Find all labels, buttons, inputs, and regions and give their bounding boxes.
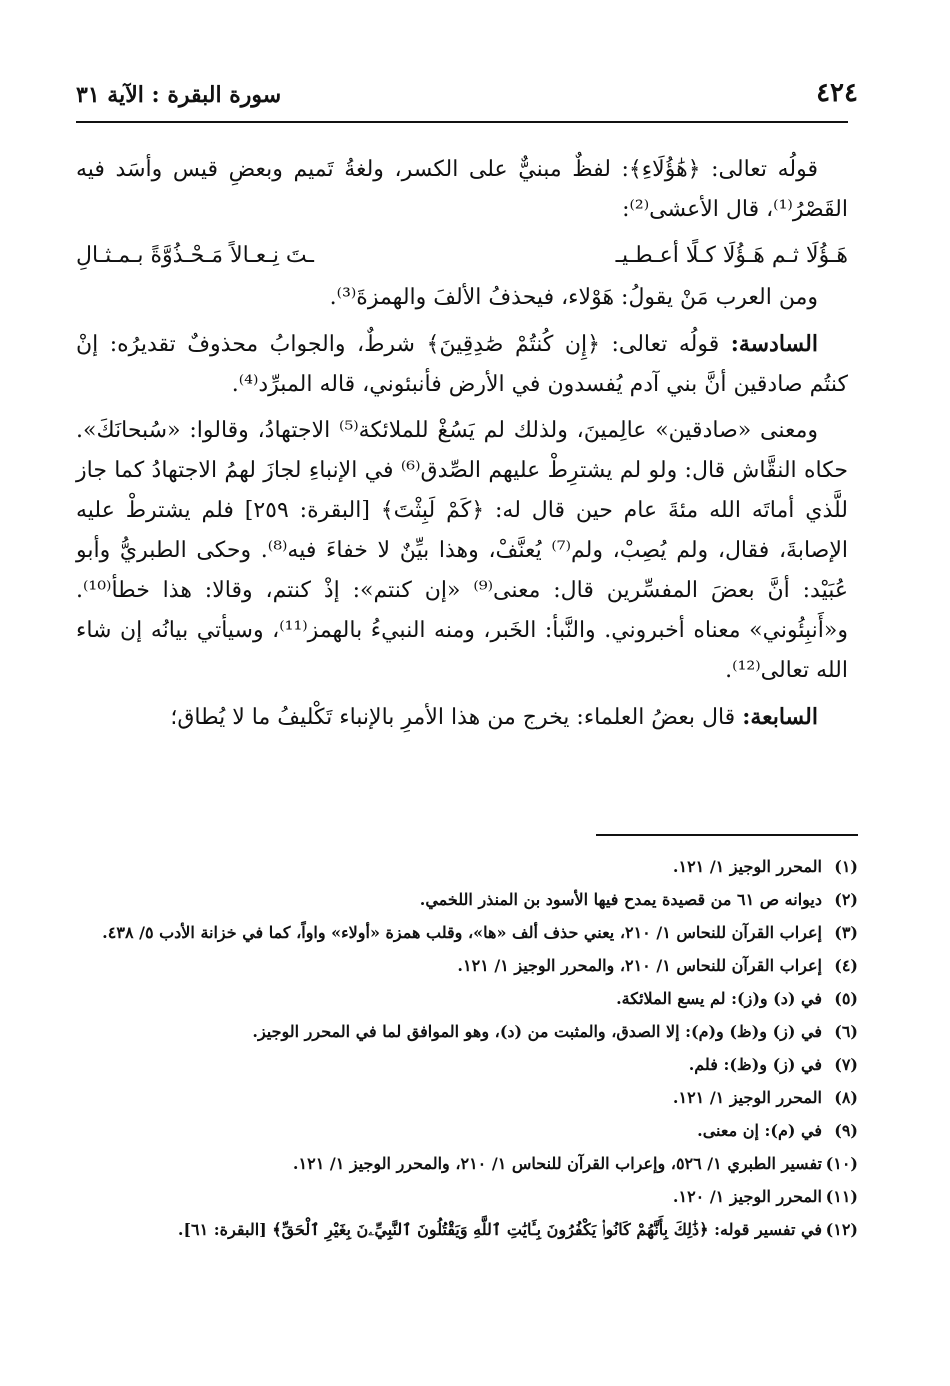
footnote-text: المحرر الوجيز ١/ ١٢٠. <box>672 1187 822 1206</box>
footnote-text: المحرر الوجيز ١/ ١٢١. <box>672 1088 822 1107</box>
paragraph-2: ومن العرب مَنْ يقولُ: هَوْلاء، فيحذفُ الألفَ والهمزةَ⁽³⁾. <box>329 285 818 310</box>
footnote <box>80 918 858 948</box>
footnote-text: في (ز) و(ظ): فلم. <box>688 1055 822 1074</box>
header-divider <box>76 121 848 123</box>
paragraph-4: ومعنى «صادقين» عالِمينَ، ولذلك لم يَسُغْ للملائكة⁽⁵⁾ الاجتهادُ، وقالوا: «سُبحانَكَ». حكاه النقَّاش قال: ولو لم يشترِطْ عليهم الصِّدق⁽⁶⁾ في الإنباءِ لجازَ لهمُ الاجتهادُ كما جاز للَّذي أماتَه الله مئةَ عام حين قال له: ﴿كَمْ لَبِثْتَ﴾ [البقرة: ٢٥٩] فلم يشترطْ عليه الإصابةَ، فقال، ولم يُصِبْ، ولم⁽⁷⁾ يُعنَّفْ، وهذا بيِّنٌ لا خفاءَ فيه⁽⁸⁾. وحكى الطبريُّ وأبو عُبَيْد: أنَّ بعضَ المفسِّرين قال: معنى⁽⁹⁾ «إن كنتم»: إذْ كنتم، وقالا: هذا خطأ⁽¹⁰⁾. و«أَنبِئُوني» معناه أخبروني. والنَّبأ: الخَبر، ومنه النبيءُ بالهمز⁽¹¹⁾، وسيأتي بيانُه إن شاء الله تعالى⁽¹²⁾. <box>76 418 849 683</box>
footnote-text: إعراب القرآن للنحاس ١/ ٢١٠، يعني حذف ألف «ها»، وقلب همزة «أولاء» واواً، كما في خزانة الأدب ٥/ ٤٣٨. <box>102 923 822 942</box>
footnote-text: ديوانه ص ٦١ من قصيدة يمدح فيها الأسود بن المنذر اللخمي. <box>419 890 822 909</box>
paragraph-3 <box>76 324 848 405</box>
footnote-number: (٧) <box>834 1055 858 1074</box>
footnote-number: (٣) <box>834 923 858 942</box>
footnote-number: (٦) <box>834 1022 858 1041</box>
footnote-number: (٢) <box>834 890 858 909</box>
footnote-text: في (ز) و(ظ) و(م): إلا الصدق، والمثبت من (د)، وهو الموافق لما في المحرر الوجيز. <box>252 1022 822 1041</box>
paragraph-5 <box>76 697 848 738</box>
footnote-number: (٩) <box>834 1121 858 1140</box>
footnote-text: في (د) و(ز): لم يسع الملائكة. <box>616 989 822 1008</box>
footnote-number: (١٢) <box>825 1220 858 1239</box>
footnote-divider <box>596 834 858 836</box>
footnote <box>80 1050 858 1080</box>
poetry-verse <box>76 236 848 276</box>
footnote-text: تفسير الطبري ١/ ٥٢٦، وإعراب القرآن للنحاس ١/ ٢١٠، والمحرر الوجيز ١/ ١٢١. <box>292 1154 822 1173</box>
footnote-number: (٨) <box>834 1088 858 1107</box>
section-lead-sixth: السادسة: <box>730 331 818 357</box>
running-title: سورة البقرة : الآية ٣١ <box>76 82 282 108</box>
footnote <box>80 951 858 981</box>
page-number: ٤٢٤ <box>816 78 858 108</box>
footnote <box>80 885 858 915</box>
paragraph-1: قولُه تعالى: ﴿هَٰؤُلَاءِ﴾: لفظٌ مبنيٌّ على الكسر، ولغةُ تَميم وبعضِ قيس وأسَد فيه القَصْرُ⁽¹⁾، قال الأعشى⁽²⁾: <box>76 157 848 222</box>
footnote-number: (١) <box>834 857 858 876</box>
footnote-number: (٤) <box>834 956 858 975</box>
page-header <box>76 78 858 122</box>
section-lead-seventh: السابعة: <box>742 704 818 730</box>
footnote-number: (١٠) <box>825 1154 858 1173</box>
footnote <box>80 1017 858 1047</box>
footnote-number: (٥) <box>834 989 858 1008</box>
paragraph-5-text: قال بعضُ العلماء: يخرج من هذا الأمرِ بالإنباء تَكْليفُ ما لا يُطاق؛ <box>170 705 743 730</box>
footnote <box>80 984 858 1014</box>
footnote <box>80 1116 858 1146</box>
footnote <box>80 852 858 882</box>
verse-first-hemistich: هَـؤُلَا ثـم هَـؤُلَا كـلًا أعـطـيـ <box>615 243 848 268</box>
footnote-text: المحرر الوجيز ١/ ١٢١. <box>672 857 822 876</box>
footnote-text: إعراب القرآن للنحاس ١/ ٢١٠، والمحرر الوجيز ١/ ١٢١. <box>457 956 822 975</box>
footnote <box>80 1149 858 1179</box>
footnote <box>80 1083 858 1113</box>
verse-second-hemistich: ـتَ نِـعـالاً مَـحْـذُوَّةً بـمـثـالِ <box>76 243 314 268</box>
footnote-text: في تفسير قوله: ﴿ذَٰلِكَ بِأَنَّهُمْ كَانُوا۟ يَكْفُرُونَ بِـَٔايَٰتِ ٱللَّهِ وَيَقْتُلُونَ ٱلنَّبِيِّۦنَ بِغَيْرِ ٱلْحَقِّ﴾ [البقرة: ٦١]. <box>177 1220 822 1239</box>
paragraph-3-text: قولُه تعالى: ﴿إِن كُنتُمْ صَٰدِقِينَ﴾ شرطٌ، والجوابُ محذوفٌ تقديرُه: إنْ كنتُم صادقين أنَّ بني آدم يُفسدون في الأرض فأنبئوني، قاله المبرِّد⁽⁴⁾. <box>76 332 848 397</box>
footnote <box>80 1215 858 1245</box>
footnote-text: في (م): إن معنى. <box>697 1121 822 1140</box>
main-text <box>76 150 848 744</box>
footnotes <box>80 852 858 1248</box>
footnote <box>80 1182 858 1212</box>
footnote-number: (١١) <box>825 1187 858 1206</box>
